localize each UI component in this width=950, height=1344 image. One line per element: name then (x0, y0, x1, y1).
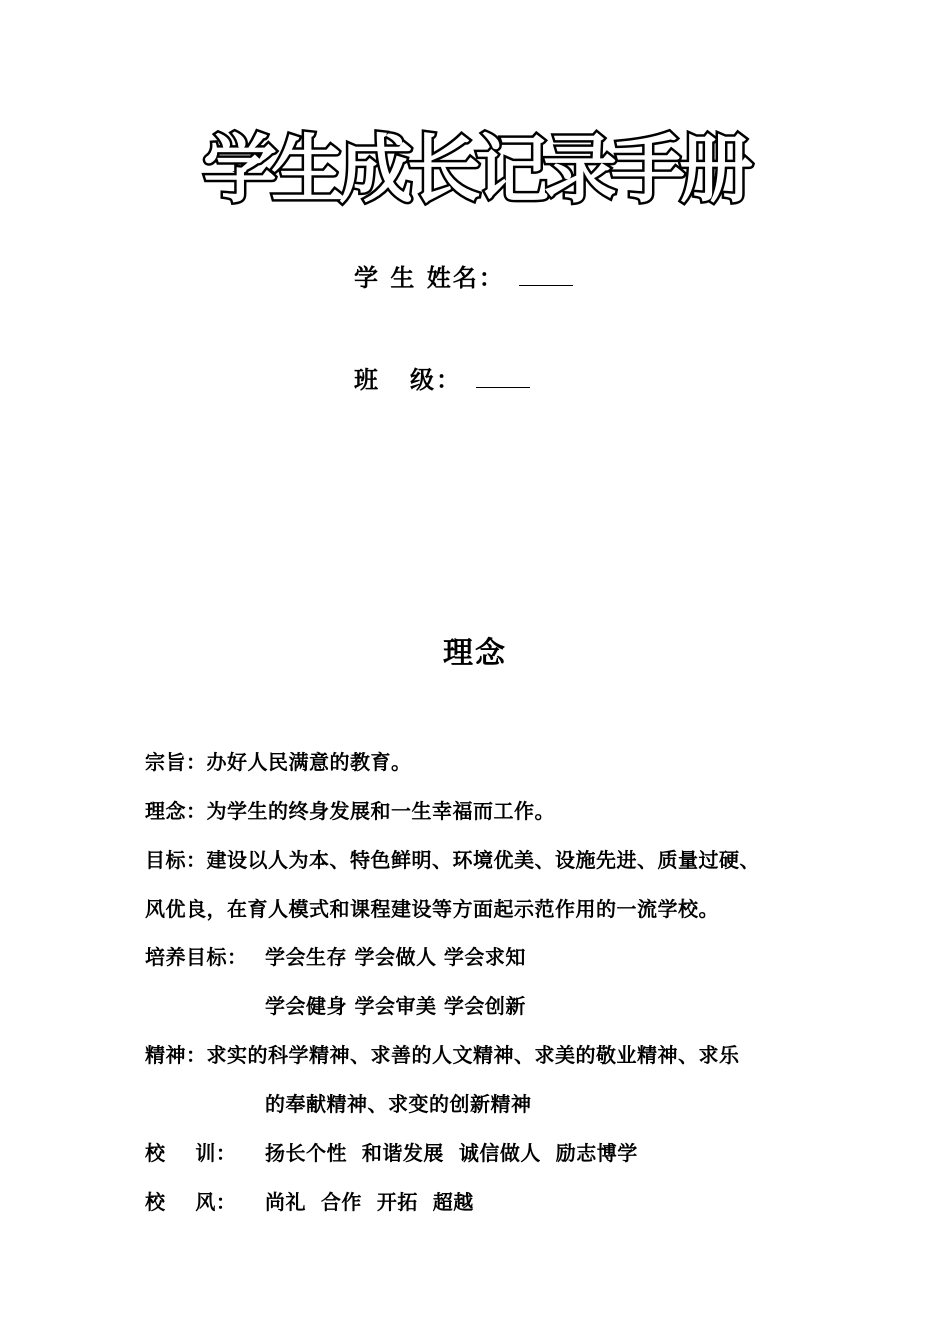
purpose-line: 宗旨：办好人民满意的教育。 (145, 750, 412, 774)
school-motto-label: 校 训： (145, 1141, 237, 1165)
goal-line-2: 风优良，在育人模式和课程建设等方面起示范作用的一流学校。 (145, 897, 719, 921)
training-goal-items-2: 学会健身 学会审美 学会创新 (265, 994, 526, 1018)
spirit-line-2: 的奉献精神、求变的创新精神 (265, 1092, 532, 1116)
class-blank[interactable] (476, 365, 530, 388)
class-field (354, 360, 530, 395)
student-name-label: 学 生 姓名： (354, 263, 505, 292)
student-name-blank[interactable] (519, 263, 573, 286)
school-ethos-label: 校 风： (145, 1190, 237, 1214)
training-goal-row-1 (145, 941, 526, 970)
school-ethos-row (145, 1186, 474, 1215)
class-label-second: 级： (410, 365, 462, 394)
school-motto-row (145, 1137, 638, 1166)
training-goal-items-1: 学会生存 学会做人 学会求知 (265, 945, 526, 969)
goal-line-1: 目标：建设以人为本、特色鲜明、环境优美、设施先进、质量过硬、 (145, 848, 760, 872)
school-ethos-text: 尚礼 合作 开拓 超越 (265, 1190, 474, 1214)
training-goal-label: 培养目标： (145, 945, 248, 969)
student-name-field (354, 258, 573, 293)
philosophy-heading: 理念 (443, 636, 507, 671)
class-label-first: 班 (354, 365, 410, 394)
concept-line: 理念：为学生的终身发展和一生幸福而工作。 (145, 799, 555, 823)
handbook-title: 学生成长记录手册 (203, 127, 747, 213)
spirit-line-1: 精神：求实的科学精神、求善的人文精神、求美的敬业精神、求乐 (145, 1043, 740, 1067)
school-motto-text: 扬长个性 和谐发展 诚信做人 励志博学 (265, 1141, 638, 1165)
